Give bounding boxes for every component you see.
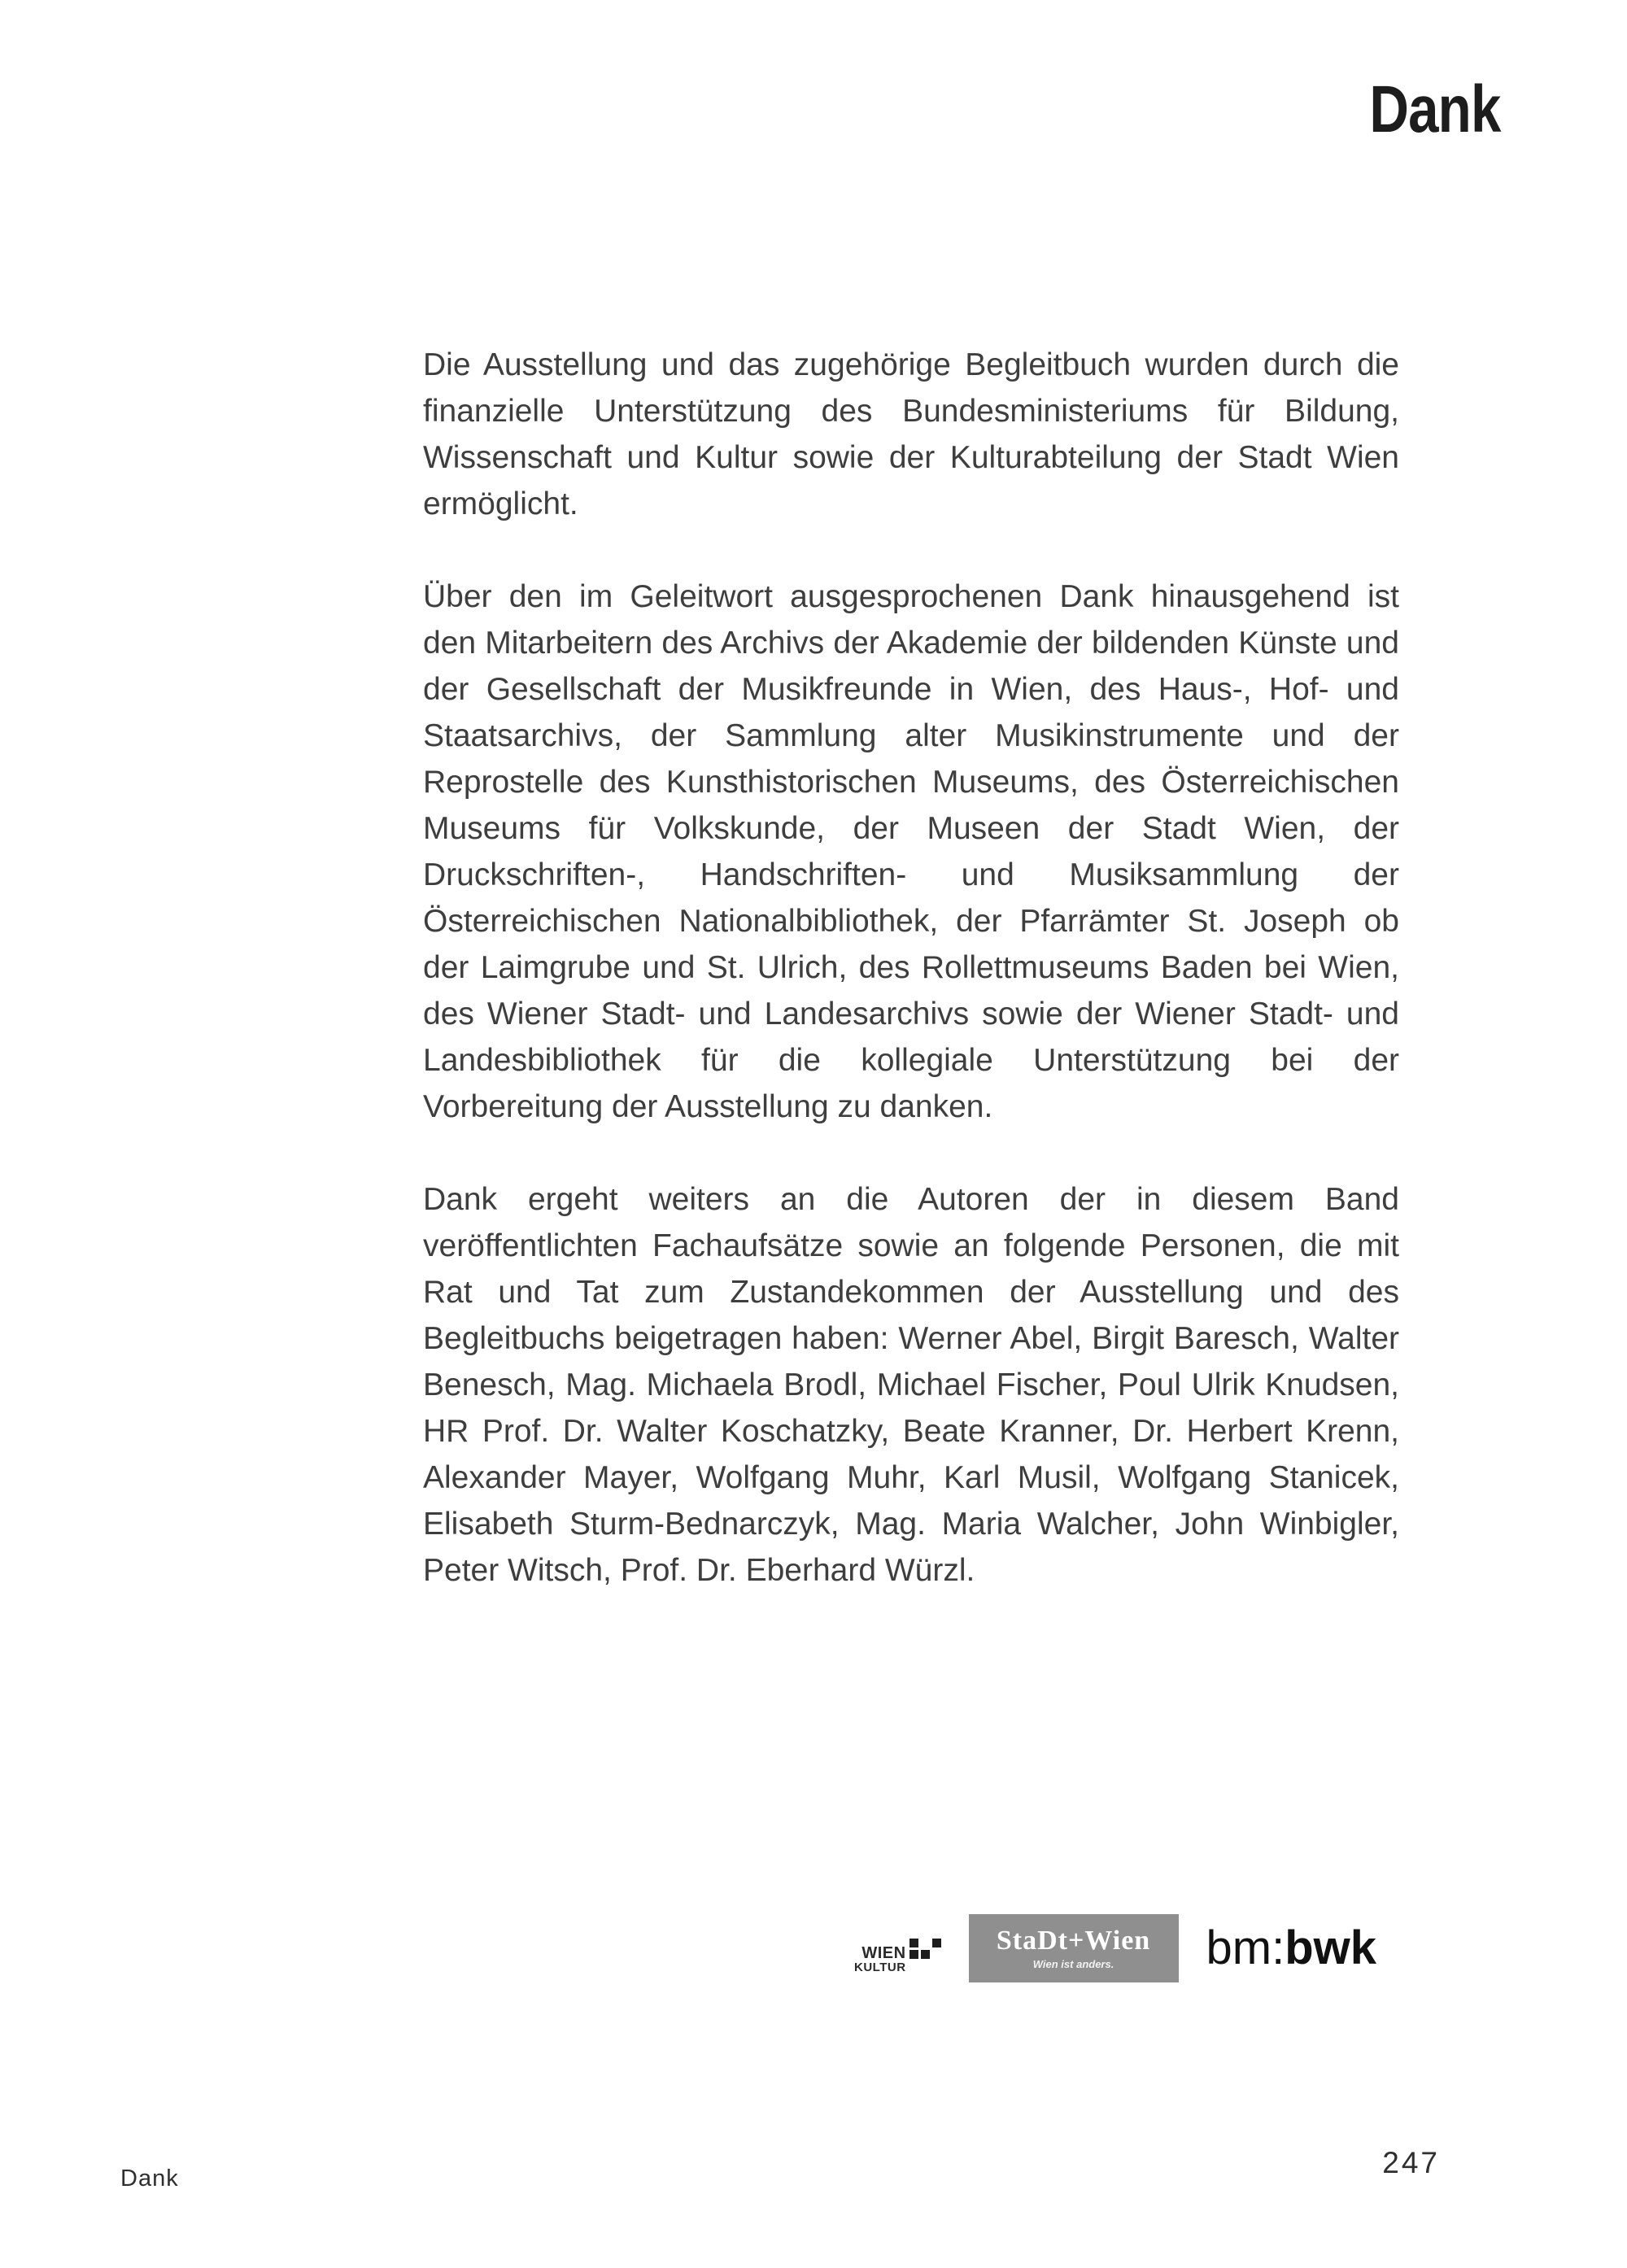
wien-kultur-squares-icon	[909, 1939, 941, 1959]
wien-kultur-logo-line2: KULTUR	[854, 1960, 906, 1974]
paragraph-persons: Dank ergeht weiters an die Autoren der in diesem Band veröffentlichten Fachaufsätze sowie an folgende Personen, die mit Rat und Tat zum Zustandekommen der Ausstellung und des Begleitbuchs beigetragen haben: Werner Abel, Birgit Baresch, Walter Benesch, Mag. Michaela Brodl, Michael Fischer, Poul Ulrik Knudsen, HR Prof. Dr. Walter Koschatzky, Beate Kranner, Dr. Herbert Krenn, Alexander Mayer, Wolfgang Muhr, Karl Musil, Wolfgang Stanicek, Elisabeth Sturm-Bednarczyk, Mag. Maria Walcher, John Winbigler, Peter Witsch, Prof. Dr. Eberhard Würzl.	[423, 1182, 1399, 1588]
running-footer-label: Dank	[120, 2166, 179, 2192]
acknowledgments-text	[423, 342, 1399, 1640]
wien-kultur-logo	[854, 1945, 941, 1974]
paragraph-institutions: Über den im Geleitwort ausgesprochenen Dank hinausgehend ist den Mitarbeitern des Archivs der Akademie der bildenden Künste und der Gesellschaft der Musikfreunde in Wien, des Haus-, Hof- und Staatsarchivs, der Sammlung alter Musikinstrumente und der Reprostelle des Kunsthistorischen Museums, des Österreichischen Museums für Volkskunde, der Museen der Stadt Wien, der Druckschriften-, Handschriften- und Musiksammlung der Österreichischen Nationalbibliothek, der Pfarrämter St. Joseph ob der Laimgrube und St. Ulrich, des Rollettmuseums Baden bei Wien, des Wiener Stadt- und Landesarchivs sowie der Wiener Stadt- und Landesbibliothek für die kollegiale Unterstützung bei der Vorbereitung der Ausstellung zu danken.	[423, 579, 1399, 1124]
page-number: 247	[1382, 2146, 1440, 2179]
wien-kultur-logo-text	[854, 1945, 906, 1974]
sponsor-logos	[854, 1904, 1424, 1993]
paragraph-funding: Die Ausstellung und das zugehörige Begleitbuch wurden durch die finanzielle Unterstützung des Bundesministeriums für Bildung, Wissenschaft und Kultur sowie der Kulturabteilung der Stadt Wien ermöglicht.	[423, 347, 1399, 521]
stadt-wien-logo-subtitle: Wien ist anders.	[1032, 1958, 1114, 1971]
bmbwk-logo	[1206, 1921, 1377, 1974]
bmbwk-logo-prefix: bm:	[1206, 1921, 1285, 1974]
stadt-wien-logo	[969, 1914, 1179, 1982]
stadt-wien-logo-title: StaDt+Wien	[996, 1925, 1151, 1956]
wien-kultur-logo-line1: WIEN	[861, 1943, 906, 1962]
page-title: Dank	[1369, 72, 1501, 146]
bmbwk-logo-suffix: bwk	[1285, 1921, 1377, 1974]
